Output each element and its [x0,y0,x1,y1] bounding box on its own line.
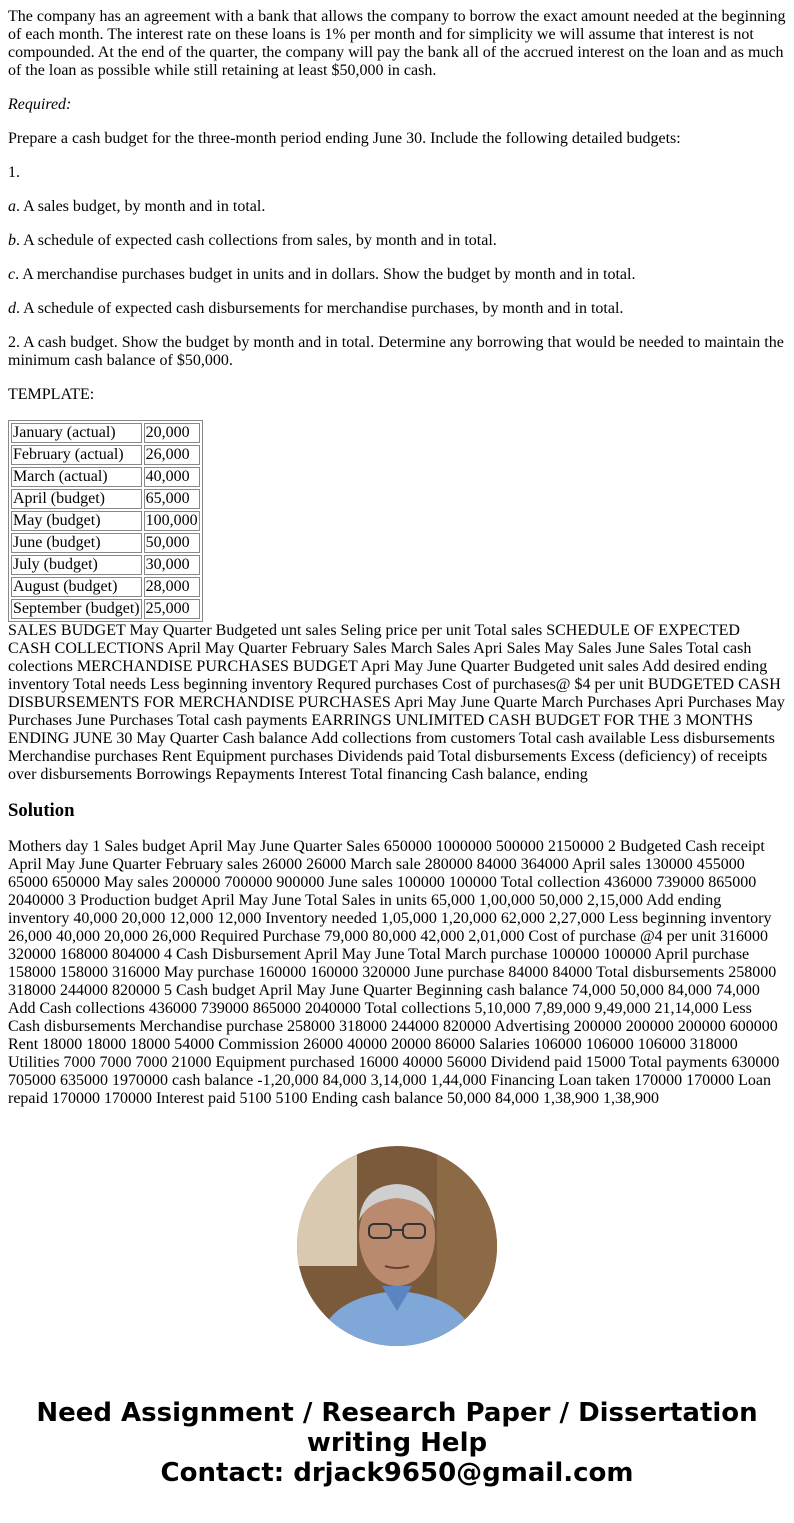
month-cell: June (budget) [11,533,142,553]
table-row [11,445,200,465]
item-text: . A merchandise purchases budget in units and in dollars. Show the budget by month and in total. [15,266,636,283]
item-text: . A sales budget, by month and in total. [16,198,266,215]
sales-table [8,420,203,622]
author-photo-icon [297,1146,497,1346]
intro-paragraph: The company has an agreement with a bank that allows the company to borrow the exact amount needed at the beginning of each month. The interest rate on these loans is 1% per month and for simplicity we will assume that interest is not compounded. At the end of the quarter, the company will pay the bank all of the accrued interest on the loan and as much of the loan as possible while still retaining at least $50,000 in cash. [8,8,786,79]
month-cell: March (actual) [11,467,142,487]
sales-value-cell: 40,000 [144,467,200,487]
sales-value-cell: 25,000 [144,599,200,619]
solution-heading: Solution [8,800,75,821]
item-c [8,266,786,284]
month-cell: July (budget) [11,555,142,575]
footer-banner [8,1398,786,1488]
month-cell: August (budget) [11,577,142,597]
sales-value-cell: 30,000 [144,555,200,575]
prepare-paragraph: Prepare a cash budget for the three-month period ending June 30. Include the following detailed budgets: [8,130,681,147]
item-letter: c [8,266,16,283]
footer-help-text: Need Assignment / Research Paper / Dissertation writing Help [36,1398,758,1458]
required-label [8,96,786,114]
item-a [8,198,786,216]
item-2: 2. A cash budget. Show the budget by month and in total. Determine any borrowing that would be needed to maintain the minimum cash balance of $50,000. [8,334,784,369]
template-label: TEMPLATE: [8,386,95,403]
table-row [11,533,200,553]
table-row [11,555,200,575]
item-text: . A schedule of expected cash collections from sales, by month and in total. [16,232,497,249]
item-b [8,232,786,250]
sales-value-cell: 20,000 [144,423,200,443]
sales-value-cell: 50,000 [144,533,200,553]
table-row [11,423,200,443]
item-text: . A schedule of expected cash disbursements for merchandise purchases, by month and in total. [16,300,624,317]
required-text: Required: [8,96,72,113]
item-letter: b [8,232,16,249]
table-row [11,511,200,531]
table-row [11,599,200,619]
month-cell: April (budget) [11,489,142,509]
solution-text: Mothers day 1 Sales budget April May June Quarter Sales 650000 1000000 500000 2150000 2 Budgeted Cash receipt April May June Quarter February sales 26000 26000 March sale 280000 84000 364000 April sales 130000 455000 65000 650000 May sales 200000 700000 900000 June sales 100000 100000 Total collection 436000 739000 865000 2040000 3 Production budget April May June Total Sales in units 65,000 1,00,000 50,000 2,15,000 Add ending inventory 40,000 20,000 12,000 12,000 Inventory needed 1,05,000 1,20,000 62,000 2,27,000 Less beginning inventory 26,000 40,000 20,000 26,000 Required Purchase 79,000 80,000 42,000 2,01,000 Cost of purchase @4 per unit 316000 320000 168000 804000 4 Cash Disbursement April May June Total March purchase 100000 100000 April purchase 158000 158000 316000 May purchase 160000 160000 320000 June purchase 84000 84000 Total disbursements 258000 318000 244000 820000 5 Cash budget April May June Quarter Beginning cash balance 74,000 50,000 84,000 74,000 Add Cash collections 436000 739000 865000 2040000 Total collections 5,10,000 7,89,000 9,49,000 21,14,000 Less Cash disbursements Merchandise purchase 258000 318000 244000 820000 Advertising 200000 200000 200000 600000 Rent 18000 18000 18000 54000 Commission 26000 40000 20000 86000 Salaries 106000 106000 106000 318000 Utilities 7000 7000 7000 21000 Equipment purchased 16000 40000 56000 Dividend paid 15000 Total payments 630000 705000 635000 1970000 cash balance -1,20,000 84,000 3,14,000 1,44,000 Financing Loan taken 170000 170000 Loan repaid 170000 170000 Interest paid 5100 5100 Ending cash balance 50,000 84,000 1,38,900 1,38,900 [8,838,780,1107]
footer-contact-text: Contact: drjack9650@gmail.com [160,1458,634,1488]
item-letter: a [8,198,16,215]
month-cell: May (budget) [11,511,142,531]
table-row [11,577,200,597]
table-row [11,467,200,487]
month-cell: February (actual) [11,445,142,465]
month-cell: January (actual) [11,423,142,443]
author-avatar [297,1146,497,1346]
sales-value-cell: 28,000 [144,577,200,597]
table-row [11,489,200,509]
month-cell: September (budget) [13,600,140,617]
item-d [8,300,786,318]
sales-value-cell: 100,000 [145,512,198,529]
item-1: 1. [8,164,20,181]
sales-value-cell: 26,000 [144,445,200,465]
template-text: SALES BUDGET May Quarter Budgeted unt sales Seling price per unit Total sales SCHEDULE OF EXPECTED CASH COLLECTIONS April May Quarter February Sales March Sales Apri Sales May Sales June Sales Total cash colections MERCHANDISE PURCHASES BUDGET Apri May June Quarter Budgeted unit sales Add desired ending inventory Total needs Less beginning inventory Requred purchases Cost of purchases@ $4 per unit BUDGETED CASH DISBURSEMENTS FOR MERCHANDISE PURCHASES Apri May June Quarte March Purchases Apri Purchases May Purchases June Purchases Total cash payments EARRINGS UNLIMITED CASH BUDGET FOR THE 3 MONTHS ENDING JUNE 30 May Quarter Cash balance Add collections from customers Total cash available Less disbursements Merchandise purchases Rent Equipment purchases Dividends paid Total disbursements Excess (deficiency) of receipts over disbursements Borrowings Repayments Interest Total financing Cash balance, ending [8,622,785,783]
sales-value-cell: 65,000 [144,489,200,509]
item-letter: d [8,300,16,317]
